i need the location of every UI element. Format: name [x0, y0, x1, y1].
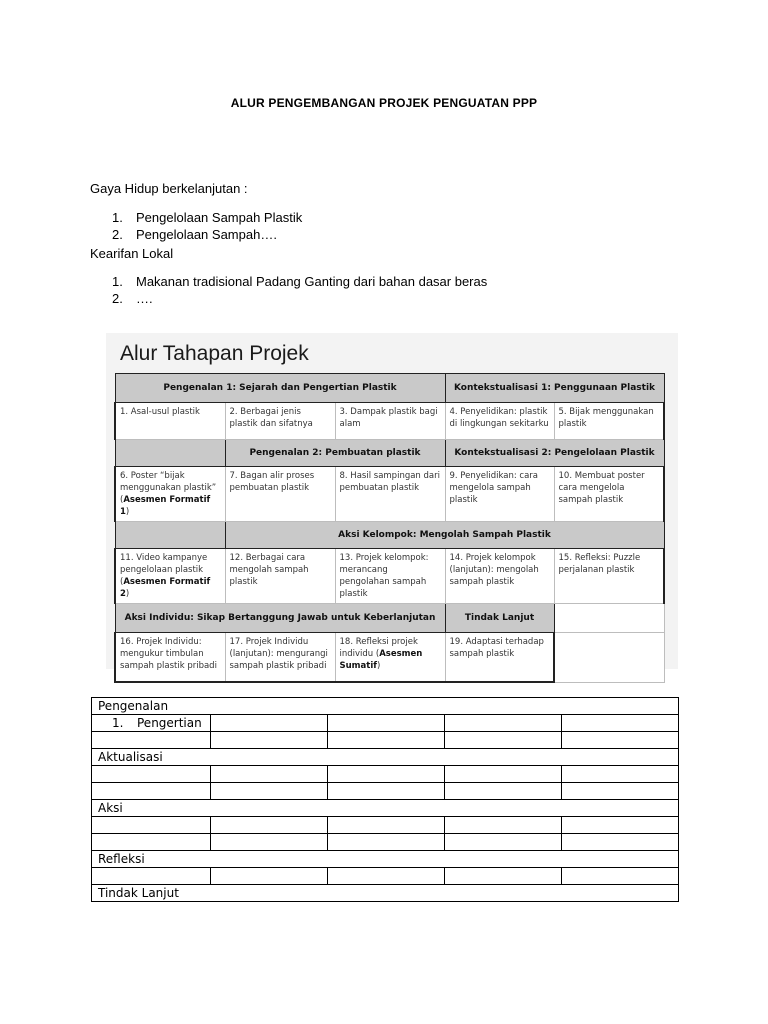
gaya-hidup-list — [112, 209, 302, 243]
table-cell[interactable] — [92, 868, 211, 885]
table-cell[interactable] — [92, 817, 211, 834]
phase-pengenalan-1: Pengenalan 1: Sejarah dan Pengertian Plastik — [115, 374, 445, 403]
section-aksi: Aksi — [92, 800, 679, 817]
step-9: 9. Penyelidikan: cara mengelola sampah plastik — [445, 467, 554, 522]
table-cell[interactable] — [562, 834, 679, 851]
table-cell[interactable] — [328, 715, 445, 732]
phase-kontekstualisasi-1: Kontekstualisasi 1: Penggunaan Plastik — [445, 374, 664, 403]
empty-cell — [554, 604, 664, 633]
section-aktualisasi: Aktualisasi — [92, 749, 679, 766]
phase-aksi-individu: Aksi Individu: Sikap Bertanggung Jawab untuk Keberlanjutan — [115, 604, 445, 633]
table-cell[interactable] — [445, 834, 562, 851]
table-cell[interactable] — [92, 834, 211, 851]
step-12: 12. Berbagai cara mengolah sampah plastik — [225, 549, 335, 604]
step-18: 18. Refleksi projek individu (Asesmen Sumatif) — [335, 633, 445, 683]
table-cell[interactable] — [328, 732, 445, 749]
gaya-hidup-heading: Gaya Hidup berkelanjutan : — [90, 181, 248, 196]
list-item: 1. Pengelolaan Sampah Plastik — [112, 210, 303, 225]
table-cell[interactable] — [92, 766, 211, 783]
step-7: 7. Bagan alir proses pembuatan plastik — [225, 467, 335, 522]
table-cell[interactable] — [328, 783, 445, 800]
step-15: 15. Refleksi: Puzzle perjalanan plastik — [554, 549, 664, 604]
table-cell[interactable] — [562, 715, 679, 732]
phase-header-empty — [115, 522, 225, 549]
kearifan-lokal-heading: Kearifan Lokal — [90, 246, 174, 261]
table-cell[interactable] — [562, 783, 679, 800]
table-cell[interactable] — [562, 732, 679, 749]
empty-cell — [554, 633, 664, 683]
table-cell[interactable] — [328, 817, 445, 834]
table-cell[interactable] — [211, 834, 328, 851]
step-14: 14. Projek kelompok (lanjutan): mengolah sampah plastik — [445, 549, 554, 604]
table-cell[interactable] — [211, 766, 328, 783]
table-cell[interactable] — [445, 783, 562, 800]
table-cell[interactable] — [562, 766, 679, 783]
project-flow-diagram — [106, 333, 678, 669]
step-16: 16. Projek Individu: mengukur timbulan sampah plastik pribadi — [115, 633, 225, 683]
step-10: 10. Membuat poster cara mengelola sampah plastik — [554, 467, 664, 522]
step-5: 5. Bijak menggunakan plastik — [554, 403, 664, 440]
step-13: 13. Projek kelompok: merancang pengolahan sampah plastik — [335, 549, 445, 604]
table-cell[interactable] — [211, 732, 328, 749]
step-1: 1. Asal-usul plastik — [115, 403, 225, 440]
section-tindak-lanjut: Tindak Lanjut — [92, 885, 679, 902]
table-cell[interactable] — [211, 817, 328, 834]
table-cell[interactable] — [328, 766, 445, 783]
kearifan-lokal-list — [112, 273, 487, 307]
table-cell[interactable] — [445, 766, 562, 783]
phase-header-empty — [115, 440, 225, 467]
step-17: 17. Projek Individu (lanjutan): mengurangi sampah plastik pribadi — [225, 633, 335, 683]
phase-kontekstualisasi-2: Kontekstualisasi 2: Pengelolaan Plastik — [445, 440, 664, 467]
phase-aksi-kelompok: Aksi Kelompok: Mengolah Sampah Plastik — [225, 522, 664, 549]
diagram-title: Alur Tahapan Projek — [120, 342, 309, 365]
table-cell[interactable] — [92, 732, 211, 749]
table-cell[interactable] — [211, 868, 328, 885]
phase-pengenalan-2: Pengenalan 2: Pembuatan plastik — [225, 440, 445, 467]
table-cell[interactable] — [328, 868, 445, 885]
step-3: 3. Dampak plastik bagi alam — [335, 403, 445, 440]
table-cell[interactable] — [562, 817, 679, 834]
document-title: ALUR PENGEMBANGAN PROJEK PENGUATAN PPP — [230, 96, 538, 110]
table-cell[interactable] — [445, 732, 562, 749]
item-pengertian: 1. Pengertian — [92, 715, 211, 732]
list-item: 2. Pengelolaan Sampah…. — [112, 227, 277, 242]
step-4: 4. Penyelidikan: plastik di lingkungan sekitarku — [445, 403, 554, 440]
step-2: 2. Berbagai jenis plastik dan sifatnya — [225, 403, 335, 440]
section-refleksi: Refleksi — [92, 851, 679, 868]
list-item: 1. Makanan tradisional Padang Ganting dari bahan dasar beras — [112, 274, 488, 289]
step-19: 19. Adaptasi terhadap sampah plastik — [445, 633, 554, 683]
table-cell[interactable] — [445, 868, 562, 885]
planning-table — [91, 697, 679, 902]
table-cell[interactable] — [92, 783, 211, 800]
section-pengenalan: Pengenalan — [92, 698, 679, 715]
table-cell[interactable] — [211, 783, 328, 800]
table-cell[interactable] — [328, 834, 445, 851]
step-6: 6. Poster “bijak menggunakan plastik” (Asesmen Formatif 1) — [115, 467, 225, 522]
step-8: 8. Hasil sampingan dari pembuatan plastik — [335, 467, 445, 522]
phase-tindak-lanjut: Tindak Lanjut — [445, 604, 554, 633]
list-item: 2. …. — [112, 291, 153, 306]
table-cell[interactable] — [445, 817, 562, 834]
table-cell[interactable] — [211, 715, 328, 732]
table-cell[interactable] — [562, 868, 679, 885]
flow-table — [114, 373, 665, 683]
table-cell[interactable] — [445, 715, 562, 732]
step-11: 11. Video kampanye pengelolaan plastik (Asesmen Formatif 2) — [115, 549, 225, 604]
